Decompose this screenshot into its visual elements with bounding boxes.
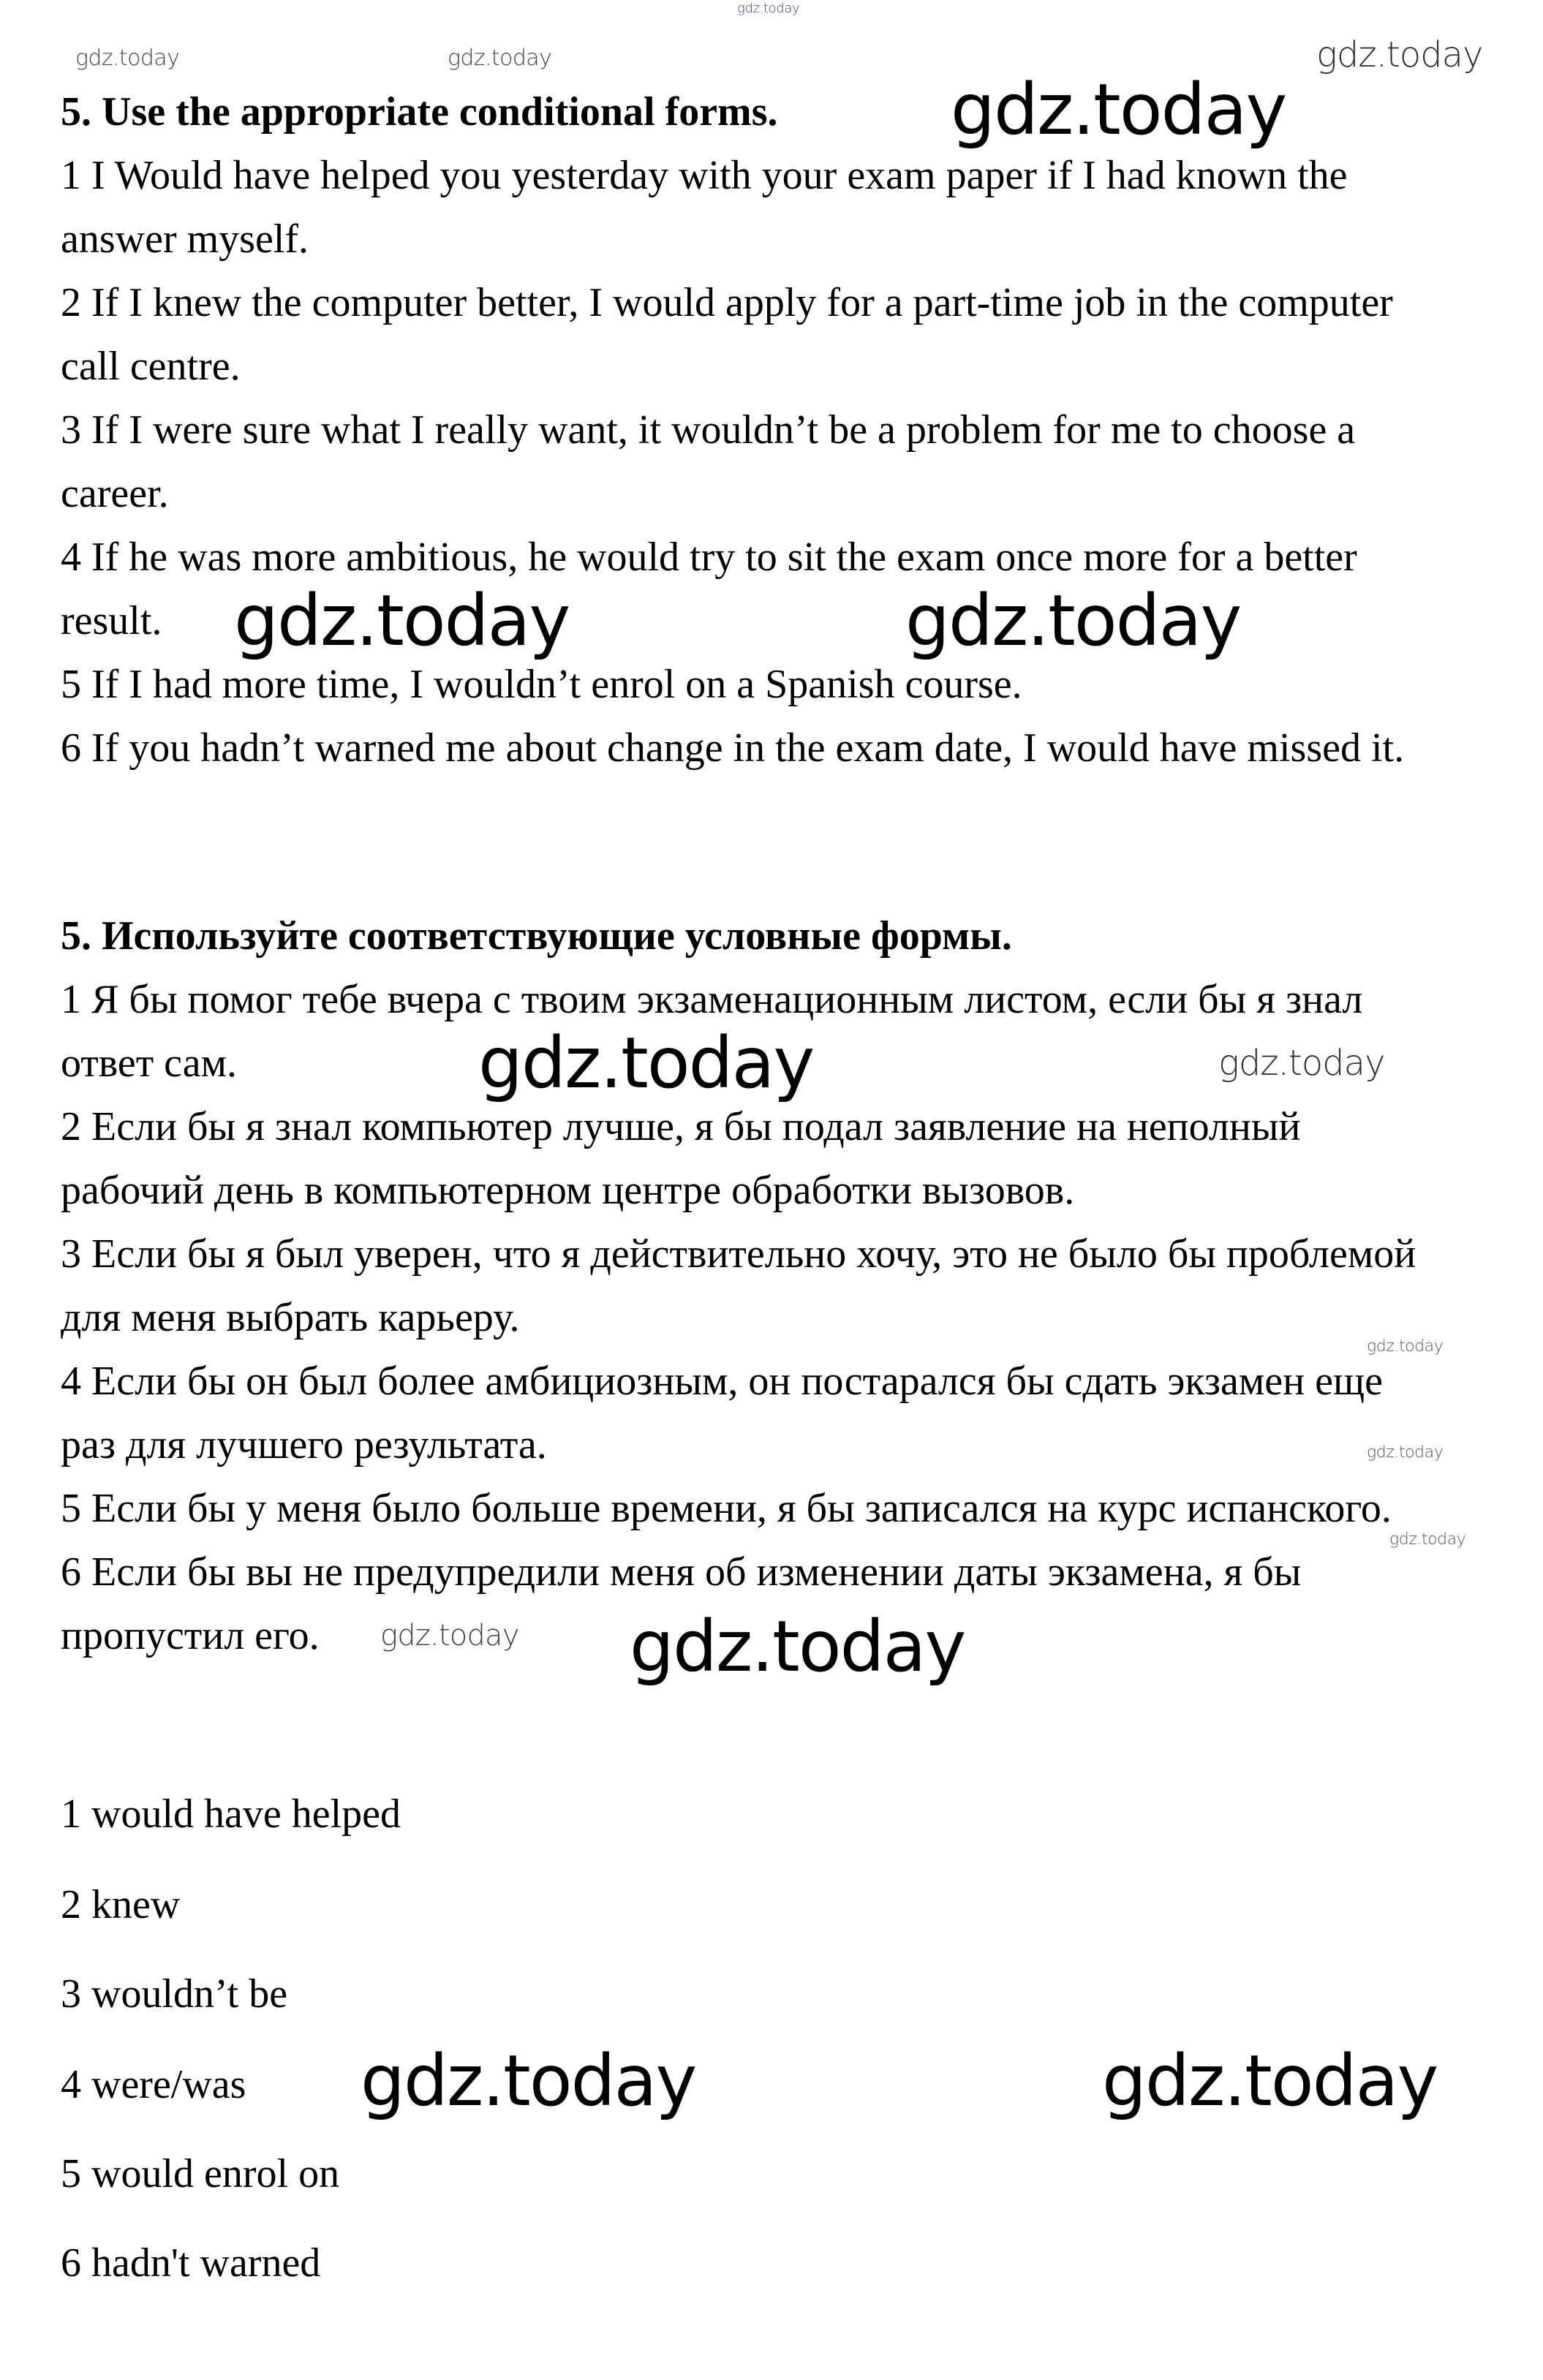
english-line: career. [61,471,169,516]
russian-line: 6 Если бы вы не предупредили меня об изменении даты экзамена, я бы [61,1549,1302,1595]
english-line: 6 If you hadn’t warned me about change in the exam date, I would have missed it. [61,725,1405,771]
top-watermark: gdz.today [737,1,800,16]
answer-item: 5 would enrol on [61,2151,340,2196]
watermark: gdz.today [1367,1443,1444,1462]
english-line: 2 If I knew the computer better, I would apply for a part-time job in the computer [61,280,1393,325]
russian-line: ответ сам. [61,1040,238,1086]
watermark: gdz.today [1389,1530,1466,1549]
watermark: gdz.today [448,45,552,71]
watermark: gdz.today [1218,1043,1385,1084]
russian-line: 5 Если бы у меня было больше времени, я бы записался на курс испанского. [61,1486,1392,1531]
english-title: 5. Use the appropriate conditional forms. [61,89,778,135]
english-line: 1 I Would have helped you yesterday with your exam paper if I had known the [61,153,1348,198]
answer-item: 2 knew [61,1882,181,1927]
answer-item: 4 were/was [61,2062,246,2107]
watermark: gdz.today [1316,34,1483,75]
answer-item: 3 wouldn’t be [61,1971,288,2017]
russian-line: 3 Если бы я был уверен, что я действительно хочу, это не было бы проблемой [61,1231,1416,1277]
answer-item: 6 hadn't warned [61,2240,321,2286]
english-line: answer myself. [61,216,309,262]
watermark: gdz.today [1367,1337,1444,1356]
watermark: gdz.today [478,1022,814,1104]
answer-item: 1 would have helped [61,1791,401,1837]
english-line: 3 If I were sure what I really want, it wouldn’t be a problem for me to choose a [61,407,1356,453]
english-line: 4 If he was more ambitious, he would try to sit the exam once more for a better [61,534,1357,580]
watermark: gdz.today [380,1619,519,1652]
watermark: gdz.today [630,1606,965,1688]
russian-line: рабочий день в компьютерном центре обработки вызовов. [61,1168,1075,1213]
watermark: gdz.today [1102,2040,1438,2122]
watermark: gdz.today [75,45,180,71]
russian-line: для меня выбрать карьеру. [61,1295,520,1340]
watermark: gdz.today [905,580,1241,662]
russian-line: 4 Если бы он был более амбициозным, он постарался бы сдать экзамен еще [61,1359,1383,1404]
russian-line: 2 Если бы я знал компьютер лучше, я бы подал заявление на неполный [61,1104,1301,1149]
russian-title: 5. Используйте соответствующие условные формы. [61,913,1012,959]
english-line: 5 If I had more time, I wouldn’t enrol on a Spanish course. [61,662,1022,707]
russian-line: пропустил его. [61,1613,320,1658]
russian-line: раз для лучшего результата. [61,1422,547,1467]
russian-line: 1 Я бы помог тебе вчера с твоим экзаменационным листом, если бы я знал [61,977,1363,1022]
watermark: gdz.today [234,580,570,662]
english-line: result. [61,598,162,643]
english-line: call centre. [61,344,241,389]
watermark: gdz.today [951,69,1286,151]
watermark: gdz.today [361,2040,696,2122]
